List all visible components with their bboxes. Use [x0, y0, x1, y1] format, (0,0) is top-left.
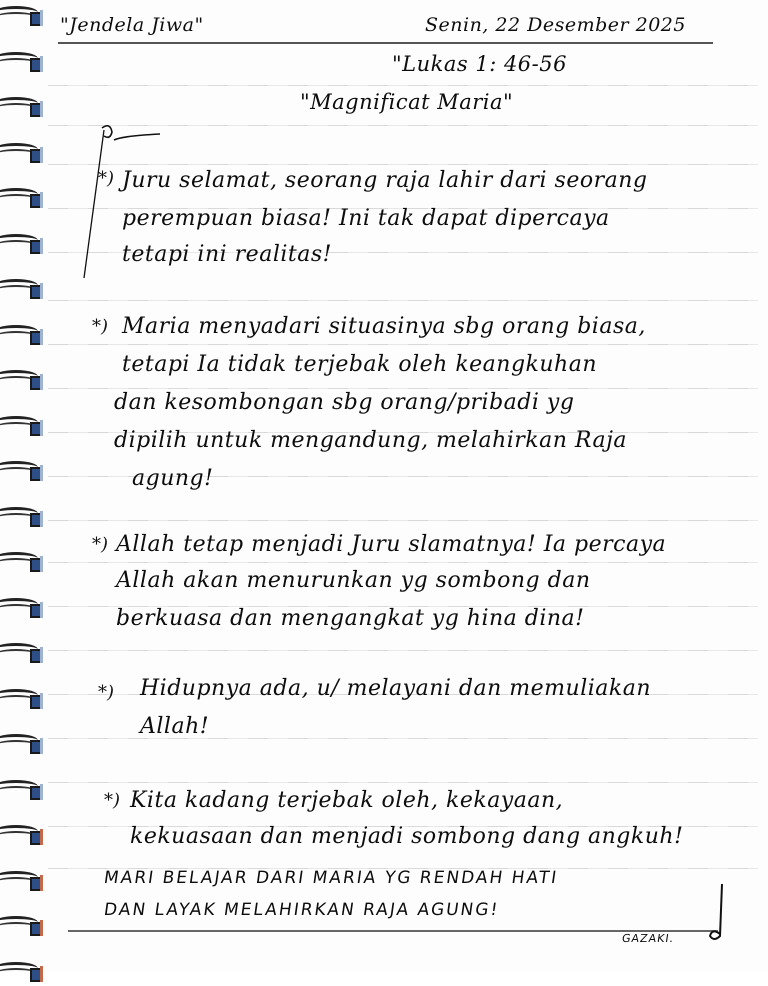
bullet-marker: *) — [98, 168, 115, 189]
spiral-coil — [0, 914, 46, 940]
spiral-coil — [0, 869, 46, 895]
footer-rule — [68, 930, 718, 932]
point-4-line-1: Hidupnya ada, u/ melayani dan memuliakan — [140, 676, 651, 701]
spiral-coil — [0, 778, 46, 804]
point-2-line-2: tetapi Ia tidak terjebak oleh keangkuhan — [122, 352, 598, 377]
scripture-reference: "Lukas 1: 46-56 — [392, 52, 567, 76]
point-5-line-2: kekuasaan dan menjadi sombong dang angkuh! — [130, 824, 684, 849]
spiral-coil — [0, 232, 46, 258]
ruled-line — [48, 300, 758, 301]
point-3-line-2: Allah akan menurunkan yg sombong dan — [116, 568, 591, 593]
spiral-coil — [0, 50, 46, 76]
spiral-coil — [0, 277, 46, 303]
spiral-coil — [0, 414, 46, 440]
ruled-line — [48, 782, 758, 783]
point-2-line-5: agung! — [132, 466, 214, 491]
point-3-line-1: Allah tetap menjadi Juru slamatnya! Ia percaya — [116, 532, 667, 557]
spiral-coil — [0, 141, 46, 167]
point-2-line-4: dipilih untuk mengandung, melahirkan Raja — [114, 428, 628, 453]
spiral-coil — [0, 95, 46, 121]
spiral-coil — [0, 687, 46, 713]
ruled-line — [48, 388, 758, 389]
point-1-line-1: Juru selamat, seorang raja lahir dari seorang — [122, 168, 648, 193]
spiral-coil — [0, 323, 46, 349]
spiral-coil — [0, 186, 46, 212]
closing-line-1: MARI BELAJAR DARI MARIA YG RENDAH HATI — [102, 868, 560, 888]
header-rule — [58, 42, 713, 44]
point-1-line-2: perempuan biasa! Ini tak dapat dipercaya — [122, 206, 610, 231]
ruled-line — [48, 562, 758, 563]
spiral-coil — [0, 732, 46, 758]
bullet-marker: *) — [92, 316, 109, 337]
spiral-coil — [0, 550, 46, 576]
ruled-line — [48, 344, 758, 345]
point-2-line-1: Maria menyadari situasinya sbg orang biasa, — [122, 314, 646, 339]
closing-line-2: DAN LAYAK MELAHIRKAN RAJA AGUNG! — [102, 900, 501, 920]
ruled-line — [48, 85, 758, 86]
bullet-marker: *) — [104, 790, 121, 811]
spiral-coil — [0, 368, 46, 394]
point-1-line-3: tetapi ini realitas! — [122, 242, 332, 267]
point-5-line-1: Kita kadang terjebak oleh, kekayaan, — [130, 788, 564, 813]
signature: GAZAKI. — [621, 932, 675, 945]
spiral-coil — [0, 596, 46, 622]
spiral-coil — [0, 641, 46, 667]
point-3-line-3: berkuasa dan mengangkat yg hina dina! — [116, 606, 585, 631]
spiral-coil — [0, 459, 46, 485]
bullet-marker: *) — [92, 534, 109, 555]
spiral-coil — [0, 4, 46, 30]
point-2-line-3: dan kesombongan sbg orang/pribadi yg — [114, 390, 575, 415]
entry-date: Senin, 22 Desember 2025 — [425, 14, 686, 36]
spiral-coil — [0, 960, 46, 986]
bullet-marker: *) — [98, 682, 115, 703]
spiral-coil — [0, 505, 46, 531]
point-4-line-2: Allah! — [140, 714, 210, 739]
spiral-binding — [0, 0, 50, 972]
journal-title: "Jendela Jiwa" — [60, 14, 204, 36]
ruled-line — [48, 650, 758, 651]
sermon-title: "Magnificat Maria" — [300, 90, 514, 114]
signature-stroke-icon — [700, 880, 740, 950]
spiral-coil — [0, 823, 46, 849]
ruled-line — [48, 520, 758, 521]
